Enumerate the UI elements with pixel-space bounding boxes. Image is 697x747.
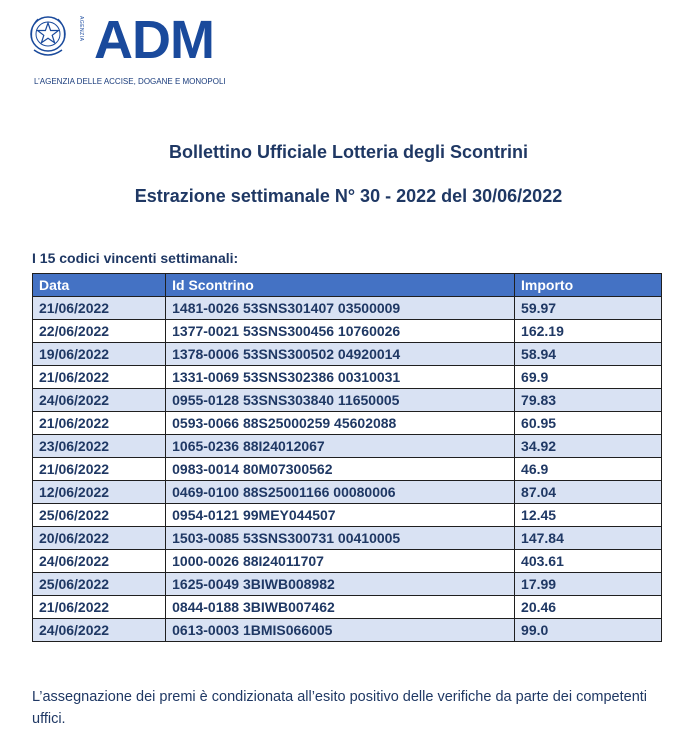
document-title: Bollettino Ufficiale Lotteria degli Scontrini <box>168 142 529 162</box>
table-row <box>33 389 662 412</box>
cell-receipt-id: 1000-0026 88I24011707 <box>166 550 515 573</box>
cell-receipt-id: 0469-0100 88S25001166 00080006 <box>166 481 515 504</box>
cell-amount: 34.92 <box>515 435 662 458</box>
cell-receipt-id: 1503-0085 53SNS300731 00410005 <box>166 527 515 550</box>
cell-date: 23/06/2022 <box>33 435 166 458</box>
winning-codes-table <box>32 273 662 642</box>
table-row <box>33 527 662 550</box>
cell-receipt-id: 1065-0236 88I24012067 <box>166 435 515 458</box>
cell-date: 21/06/2022 <box>33 458 166 481</box>
table-row <box>33 573 662 596</box>
cell-date: 12/06/2022 <box>33 481 166 504</box>
cell-receipt-id: 1377-0021 53SNS300456 10760026 <box>166 320 515 343</box>
column-header-date: Data <box>33 274 166 297</box>
agency-tagline: L’AGENZIA DELLE ACCISE, DOGANE E MONOPOLI <box>34 77 226 86</box>
agency-vertical-text: AGENZIA <box>78 16 84 42</box>
table-row <box>33 504 662 527</box>
cell-amount: 79.83 <box>515 389 662 412</box>
cell-date: 24/06/2022 <box>33 389 166 412</box>
table-row <box>33 481 662 504</box>
cell-date: 21/06/2022 <box>33 596 166 619</box>
cell-amount: 147.84 <box>515 527 662 550</box>
cell-date: 22/06/2022 <box>33 320 166 343</box>
cell-date: 21/06/2022 <box>33 412 166 435</box>
table-row <box>33 297 662 320</box>
table-row <box>33 412 662 435</box>
document-subtitle: Estrazione settimanale N° 30 - 2022 del 30/06/2022 <box>134 186 563 206</box>
table-row <box>33 619 662 642</box>
cell-amount: 46.9 <box>515 458 662 481</box>
cell-amount: 58.94 <box>515 343 662 366</box>
cell-date: 21/06/2022 <box>33 366 166 389</box>
cell-date: 24/06/2022 <box>33 550 166 573</box>
cell-amount: 17.99 <box>515 573 662 596</box>
section-label: I 15 codici vincenti settimanali: <box>32 250 239 266</box>
italian-emblem-icon <box>28 10 68 62</box>
cell-amount: 69.9 <box>515 366 662 389</box>
column-header-amount: Importo <box>515 274 662 297</box>
cell-amount: 12.45 <box>515 504 662 527</box>
cell-receipt-id: 1625-0049 3BIWB008982 <box>166 573 515 596</box>
column-header-receipt-id: Id Scontrino <box>166 274 515 297</box>
cell-date: 24/06/2022 <box>33 619 166 642</box>
cell-receipt-id: 1331-0069 53SNS302386 00310031 <box>166 366 515 389</box>
table-row <box>33 343 662 366</box>
adm-logo: ADM <box>94 10 214 70</box>
cell-receipt-id: 0844-0188 3BIWB007462 <box>166 596 515 619</box>
cell-date: 19/06/2022 <box>33 343 166 366</box>
cell-receipt-id: 0613-0003 1BMIS066005 <box>166 619 515 642</box>
cell-receipt-id: 1481-0026 53SNS301407 03500009 <box>166 297 515 320</box>
cell-amount: 99.0 <box>515 619 662 642</box>
cell-date: 21/06/2022 <box>33 297 166 320</box>
cell-amount: 59.97 <box>515 297 662 320</box>
table-row <box>33 550 662 573</box>
cell-receipt-id: 0954-0121 99MEY044507 <box>166 504 515 527</box>
cell-receipt-id: 0955-0128 53SNS303840 11650005 <box>166 389 515 412</box>
table-row <box>33 458 662 481</box>
footer-note: L’assegnazione dei premi è condizionata all’esito positivo delle verifiche da parte dei competenti uffici. <box>32 689 648 727</box>
cell-receipt-id: 0593-0066 88S25000259 45602088 <box>166 412 515 435</box>
table-header-row <box>33 274 662 297</box>
cell-receipt-id: 1378-0006 53SNS300502 04920014 <box>166 343 515 366</box>
cell-amount: 162.19 <box>515 320 662 343</box>
table-row <box>33 320 662 343</box>
cell-date: 25/06/2022 <box>33 504 166 527</box>
table-row <box>33 596 662 619</box>
cell-date: 20/06/2022 <box>33 527 166 550</box>
cell-receipt-id: 0983-0014 80M07300562 <box>166 458 515 481</box>
table-row <box>33 366 662 389</box>
cell-amount: 403.61 <box>515 550 662 573</box>
cell-amount: 20.46 <box>515 596 662 619</box>
cell-date: 25/06/2022 <box>33 573 166 596</box>
cell-amount: 60.95 <box>515 412 662 435</box>
table-row <box>33 435 662 458</box>
cell-amount: 87.04 <box>515 481 662 504</box>
header <box>28 10 328 90</box>
